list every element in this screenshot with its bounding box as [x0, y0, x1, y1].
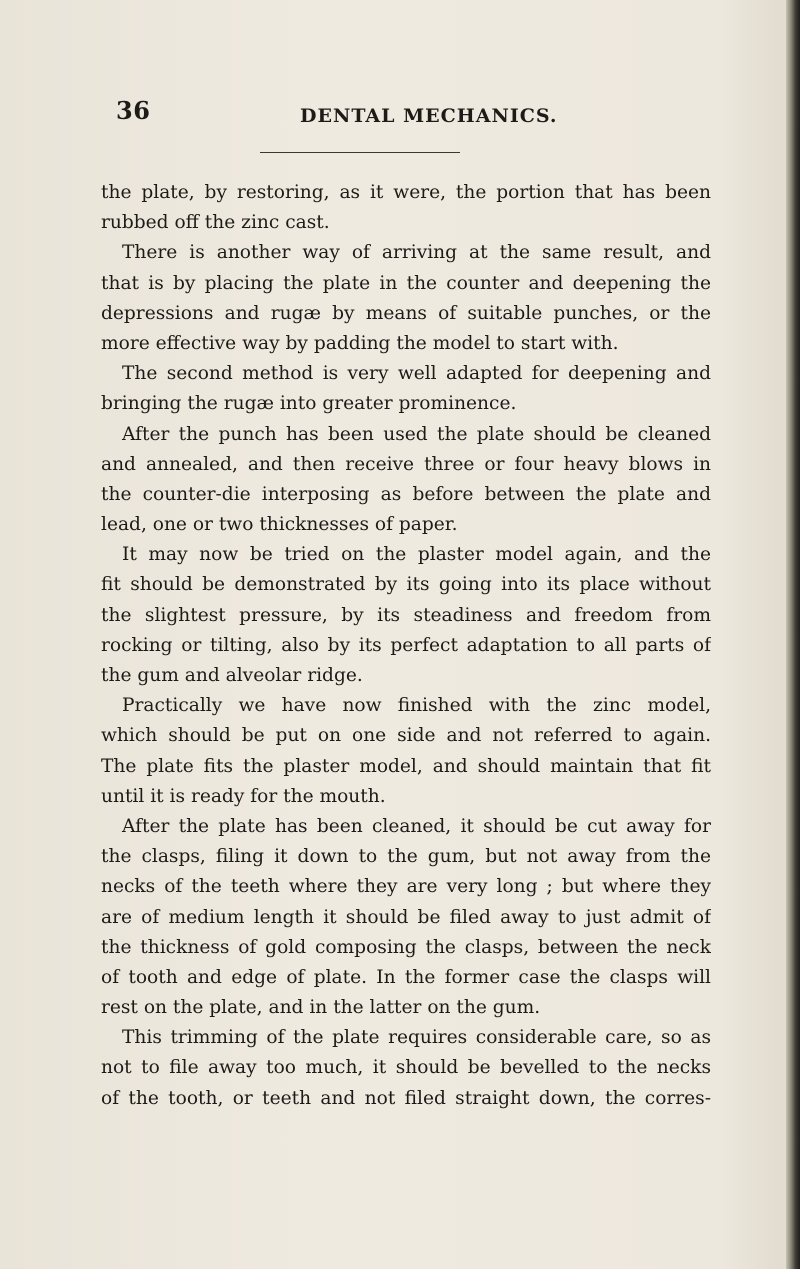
- page-header: [0, 92, 800, 132]
- text-line: the slightest pressure, by its steadiness and freedom from: [101, 604, 711, 626]
- header-rule: [260, 152, 460, 153]
- text-line: The second method is very well adapted for deepening and: [122, 363, 711, 385]
- text-line: the thickness of gold composing the clasps, between the neck: [101, 936, 711, 958]
- text-line: the clasps, filing it down to the gum, but not away from the: [101, 846, 711, 868]
- text-line: not to file away too much, it should be bevelled to the necks: [101, 1057, 711, 1079]
- text-line: necks of the teeth where they are very long ; but where they: [101, 876, 711, 898]
- text-line: of tooth and edge of plate. In the former case the clasps will: [101, 966, 711, 988]
- text-line: depressions and rugæ by means of suitable punches, or the: [101, 302, 711, 324]
- text-line: lead, one or two thicknesses of paper.: [101, 514, 458, 536]
- text-line: rest on the plate, and in the latter on the gum.: [101, 997, 541, 1019]
- text-line: After the punch has been used the plate should be cleaned: [122, 423, 711, 445]
- text-line: It may now be tried on the plaster model again, and the: [122, 544, 711, 566]
- text-line: are of medium length it should be filed away to just admit of: [101, 906, 711, 928]
- text-line: Practically we have now finished with the zinc model,: [122, 695, 711, 717]
- text-line: fit should be demonstrated by its going into its place without: [101, 574, 711, 596]
- body-text: [101, 178, 711, 1114]
- text-line: rocking or tilting, also by its perfect adaptation to all parts of: [101, 634, 711, 656]
- text-line: the plate, by restoring, as it were, the portion that has been: [101, 182, 711, 203]
- text-line: which should be put on one side and not referred to again.: [101, 725, 711, 747]
- text-line: until it is ready for the mouth.: [101, 785, 386, 807]
- text-line: rubbed off the zinc cast.: [101, 212, 330, 234]
- text-line: bringing the rugæ into greater prominence.: [101, 393, 517, 415]
- text-line: of the tooth, or teeth and not filed straight down, the corres-: [101, 1087, 711, 1109]
- text-line: the gum and alveolar ridge.: [101, 665, 363, 686]
- page-binding-edge: [786, 0, 800, 1269]
- text-line: There is another way of arriving at the same result, and: [122, 242, 711, 264]
- text-line: more effective way by padding the model to start with.: [101, 332, 619, 354]
- text-line: This trimming of the plate requires considerable care, so as: [122, 1027, 711, 1049]
- text-line: The plate fits the plaster model, and should maintain that fit: [101, 755, 711, 777]
- text-line: the counter-die interposing as before between the plate and: [101, 483, 711, 505]
- running-title: DENTAL MECHANICS.: [300, 105, 558, 127]
- text-line: After the plate has been cleaned, it should be cut away for: [122, 815, 711, 837]
- text-line: that is by placing the plate in the counter and deepening the: [101, 272, 711, 294]
- page-number: 36: [116, 96, 151, 125]
- text-line: and annealed, and then receive three or four heavy blows in: [101, 453, 711, 475]
